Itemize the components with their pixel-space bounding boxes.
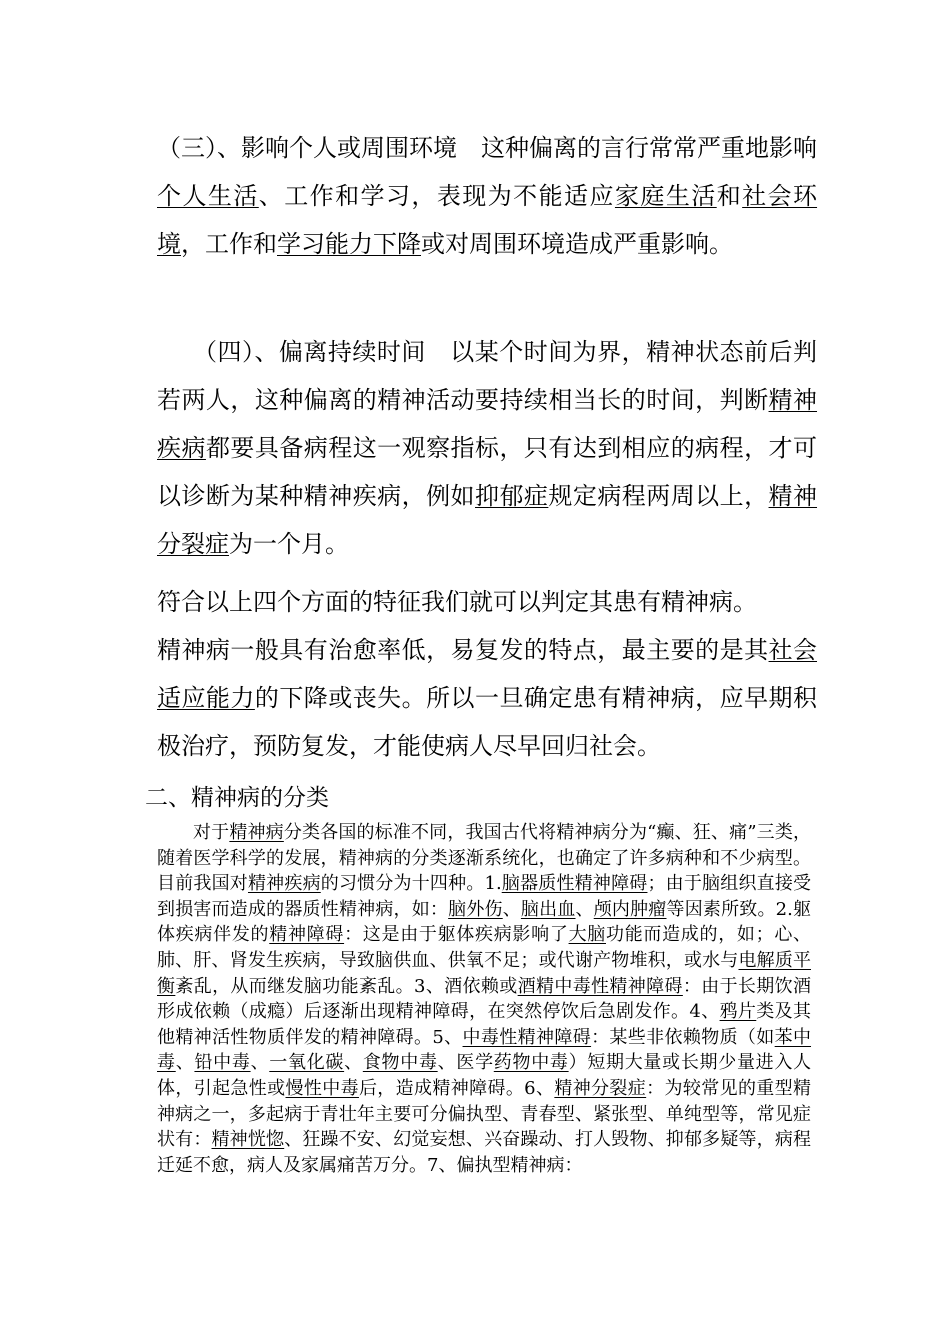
text-span: 、医学 bbox=[437, 1052, 494, 1074]
text-span: 都要具备病程这一观察指标，只有达到相应的病程，才可以诊断为某种精神疾病，例如 bbox=[157, 434, 818, 510]
text-span: ，工作和 bbox=[181, 230, 277, 258]
summary-conclusion: 符合以上四个方面的特征我们就可以判定其患有精神病。 bbox=[157, 588, 757, 616]
link-mental-disease[interactable]: 精神疾病 bbox=[247, 873, 321, 895]
link-carbon-monoxide[interactable]: 一氧化碳 bbox=[269, 1052, 345, 1074]
link-depression[interactable]: 抑郁症 bbox=[475, 482, 549, 510]
link-organic-mental-disorder[interactable]: 脑器质性精神障碍 bbox=[501, 873, 648, 895]
section-heading: 二、精神病的分类 bbox=[145, 785, 329, 811]
text-span: ：某些非依赖物质（如 bbox=[591, 1026, 775, 1048]
text-span: 后，造成精神障碍。6、 bbox=[358, 1077, 555, 1099]
section-influence-paragraph bbox=[157, 124, 817, 268]
link-benzene-poisoning[interactable]: 苯中毒 bbox=[157, 1026, 812, 1074]
text-span: （四）、偏离持续时间 以某个时间为界，精神状态前后判若两人，这种偏离的精神活动要持续相当长的时间，判断 bbox=[157, 338, 817, 414]
link-mental-disorder[interactable]: 精神障碍 bbox=[269, 924, 345, 946]
link-toxic-mental-disorder[interactable]: 中毒性精神障碍 bbox=[462, 1026, 592, 1048]
text-span: 紊乱，从而继发脑功能紊乱。3、酒依赖或 bbox=[175, 975, 518, 997]
text-span: 对于 bbox=[193, 822, 230, 843]
summary-paragraphs bbox=[157, 578, 817, 770]
link-brain[interactable]: 大脑 bbox=[568, 924, 606, 946]
text-span: ）短期大量或长期少量进入人体，引起急性或 bbox=[157, 1052, 812, 1099]
link-lead-poisoning[interactable]: 铅中毒 bbox=[194, 1052, 251, 1074]
text-span: ：由于长期饮酒形成依赖（成瘾）后逐渐出现精神障碍，在突然停饮后急剧发作。4、 bbox=[157, 975, 812, 1023]
link-mental-disease[interactable]: 精神疾病 bbox=[157, 386, 818, 462]
link-drug-poisoning[interactable]: 药物中毒 bbox=[493, 1052, 569, 1074]
classification-paragraph bbox=[157, 820, 811, 1178]
link-trance[interactable]: 精神恍惚 bbox=[211, 1129, 285, 1151]
link-personal-life[interactable]: 个人生活 bbox=[157, 182, 259, 210]
text-span: 功能而造成的，如；心、肺、肝、肾发生疾病，导致脑供血、供氧不足；或代谢产物堆积，或水与 bbox=[157, 924, 812, 971]
text-span: 等因素所致。2.躯体疾病伴发的 bbox=[157, 898, 812, 946]
text-span: 、 bbox=[502, 898, 521, 920]
link-intracranial-tumor[interactable]: 颅内肿瘤 bbox=[593, 898, 667, 920]
link-electrolyte-balance[interactable]: 电解质平衡 bbox=[157, 949, 811, 997]
text-span: （三）、影响个人或周围环境 这种偏离的言行常常严重地影响 bbox=[157, 134, 817, 162]
link-brain-trauma[interactable]: 脑外伤 bbox=[448, 898, 503, 920]
text-span: 、 bbox=[175, 1052, 195, 1074]
text-span: 精神病一般具有治愈率低，易复发的特点，最主要的是其 bbox=[157, 636, 769, 664]
text-span: ；由于脑组织直接受到损害而造成的器质性精神病，如： bbox=[157, 873, 812, 920]
text-span: 、 bbox=[575, 898, 594, 920]
link-social-environment[interactable]: 社会环境 bbox=[157, 182, 818, 258]
text-span: 为一个月。 bbox=[229, 530, 349, 558]
text-span: 或对周围环境造成严重影响。 bbox=[421, 230, 733, 258]
link-schizophrenia[interactable]: 精神分裂症 bbox=[157, 482, 818, 558]
link-alcoholic-mental-disorder[interactable]: 酒精中毒性精神障碍 bbox=[517, 975, 683, 997]
section-duration-paragraph bbox=[157, 328, 817, 568]
text-span: 、工作和学习，表现为不能适应 bbox=[258, 182, 615, 210]
link-opium[interactable]: 鸦片 bbox=[719, 1001, 757, 1023]
text-span: 、 bbox=[250, 1052, 270, 1074]
text-span: 、狂躁不安、幻觉妄想、兴奋躁动、打人毁物、抑郁多疑等，病程迁延不愈，病人及家属痛苦万分。7、偏执型精神病： bbox=[157, 1129, 812, 1176]
text-span: 的习惯分为十四种。1. bbox=[320, 873, 502, 895]
link-family-life[interactable]: 家庭生活 bbox=[614, 182, 717, 210]
text-span: 规定病程两周以上， bbox=[548, 482, 769, 510]
text-span: 和 bbox=[716, 182, 743, 210]
text-span: ：这是由于躯体疾病影响了 bbox=[344, 924, 569, 946]
text-span: 的下降或丧失。所以一旦确定患有精神病，应早期积极治疗，预防复发，才能使病人尽早回归社会。 bbox=[157, 684, 818, 760]
link-chronic-poisoning[interactable]: 慢性中毒 bbox=[285, 1077, 359, 1099]
text-span: 分类各国的标准不同，我国古代将精神病分为“癫、狂、痛”三类，随着医学科学的发展，精神病的分类逐渐系统化，也确定了许多病种和不少病型。目前我国对 bbox=[157, 822, 812, 895]
link-schizophrenia[interactable]: 精神分裂症 bbox=[554, 1077, 647, 1099]
link-social-adaptability[interactable]: 社会适应能力 bbox=[157, 636, 818, 712]
link-cerebral-hemorrhage[interactable]: 脑出血 bbox=[520, 898, 576, 920]
text-span: 类及其他精神活性物质伴发的精神障碍。5、 bbox=[157, 1001, 811, 1048]
link-learning-ability-decline[interactable]: 学习能力下降 bbox=[277, 230, 421, 258]
text-span: ：为较常见的重型精神病之一，多起病于青壮年主要可分偏执型、青春型、紧张型、单纯型等，常见症状有： bbox=[157, 1077, 812, 1151]
text-span: 、 bbox=[344, 1052, 363, 1074]
link-food-poisoning[interactable]: 食物中毒 bbox=[362, 1052, 438, 1074]
link-psychosis[interactable]: 精神病 bbox=[229, 822, 284, 843]
